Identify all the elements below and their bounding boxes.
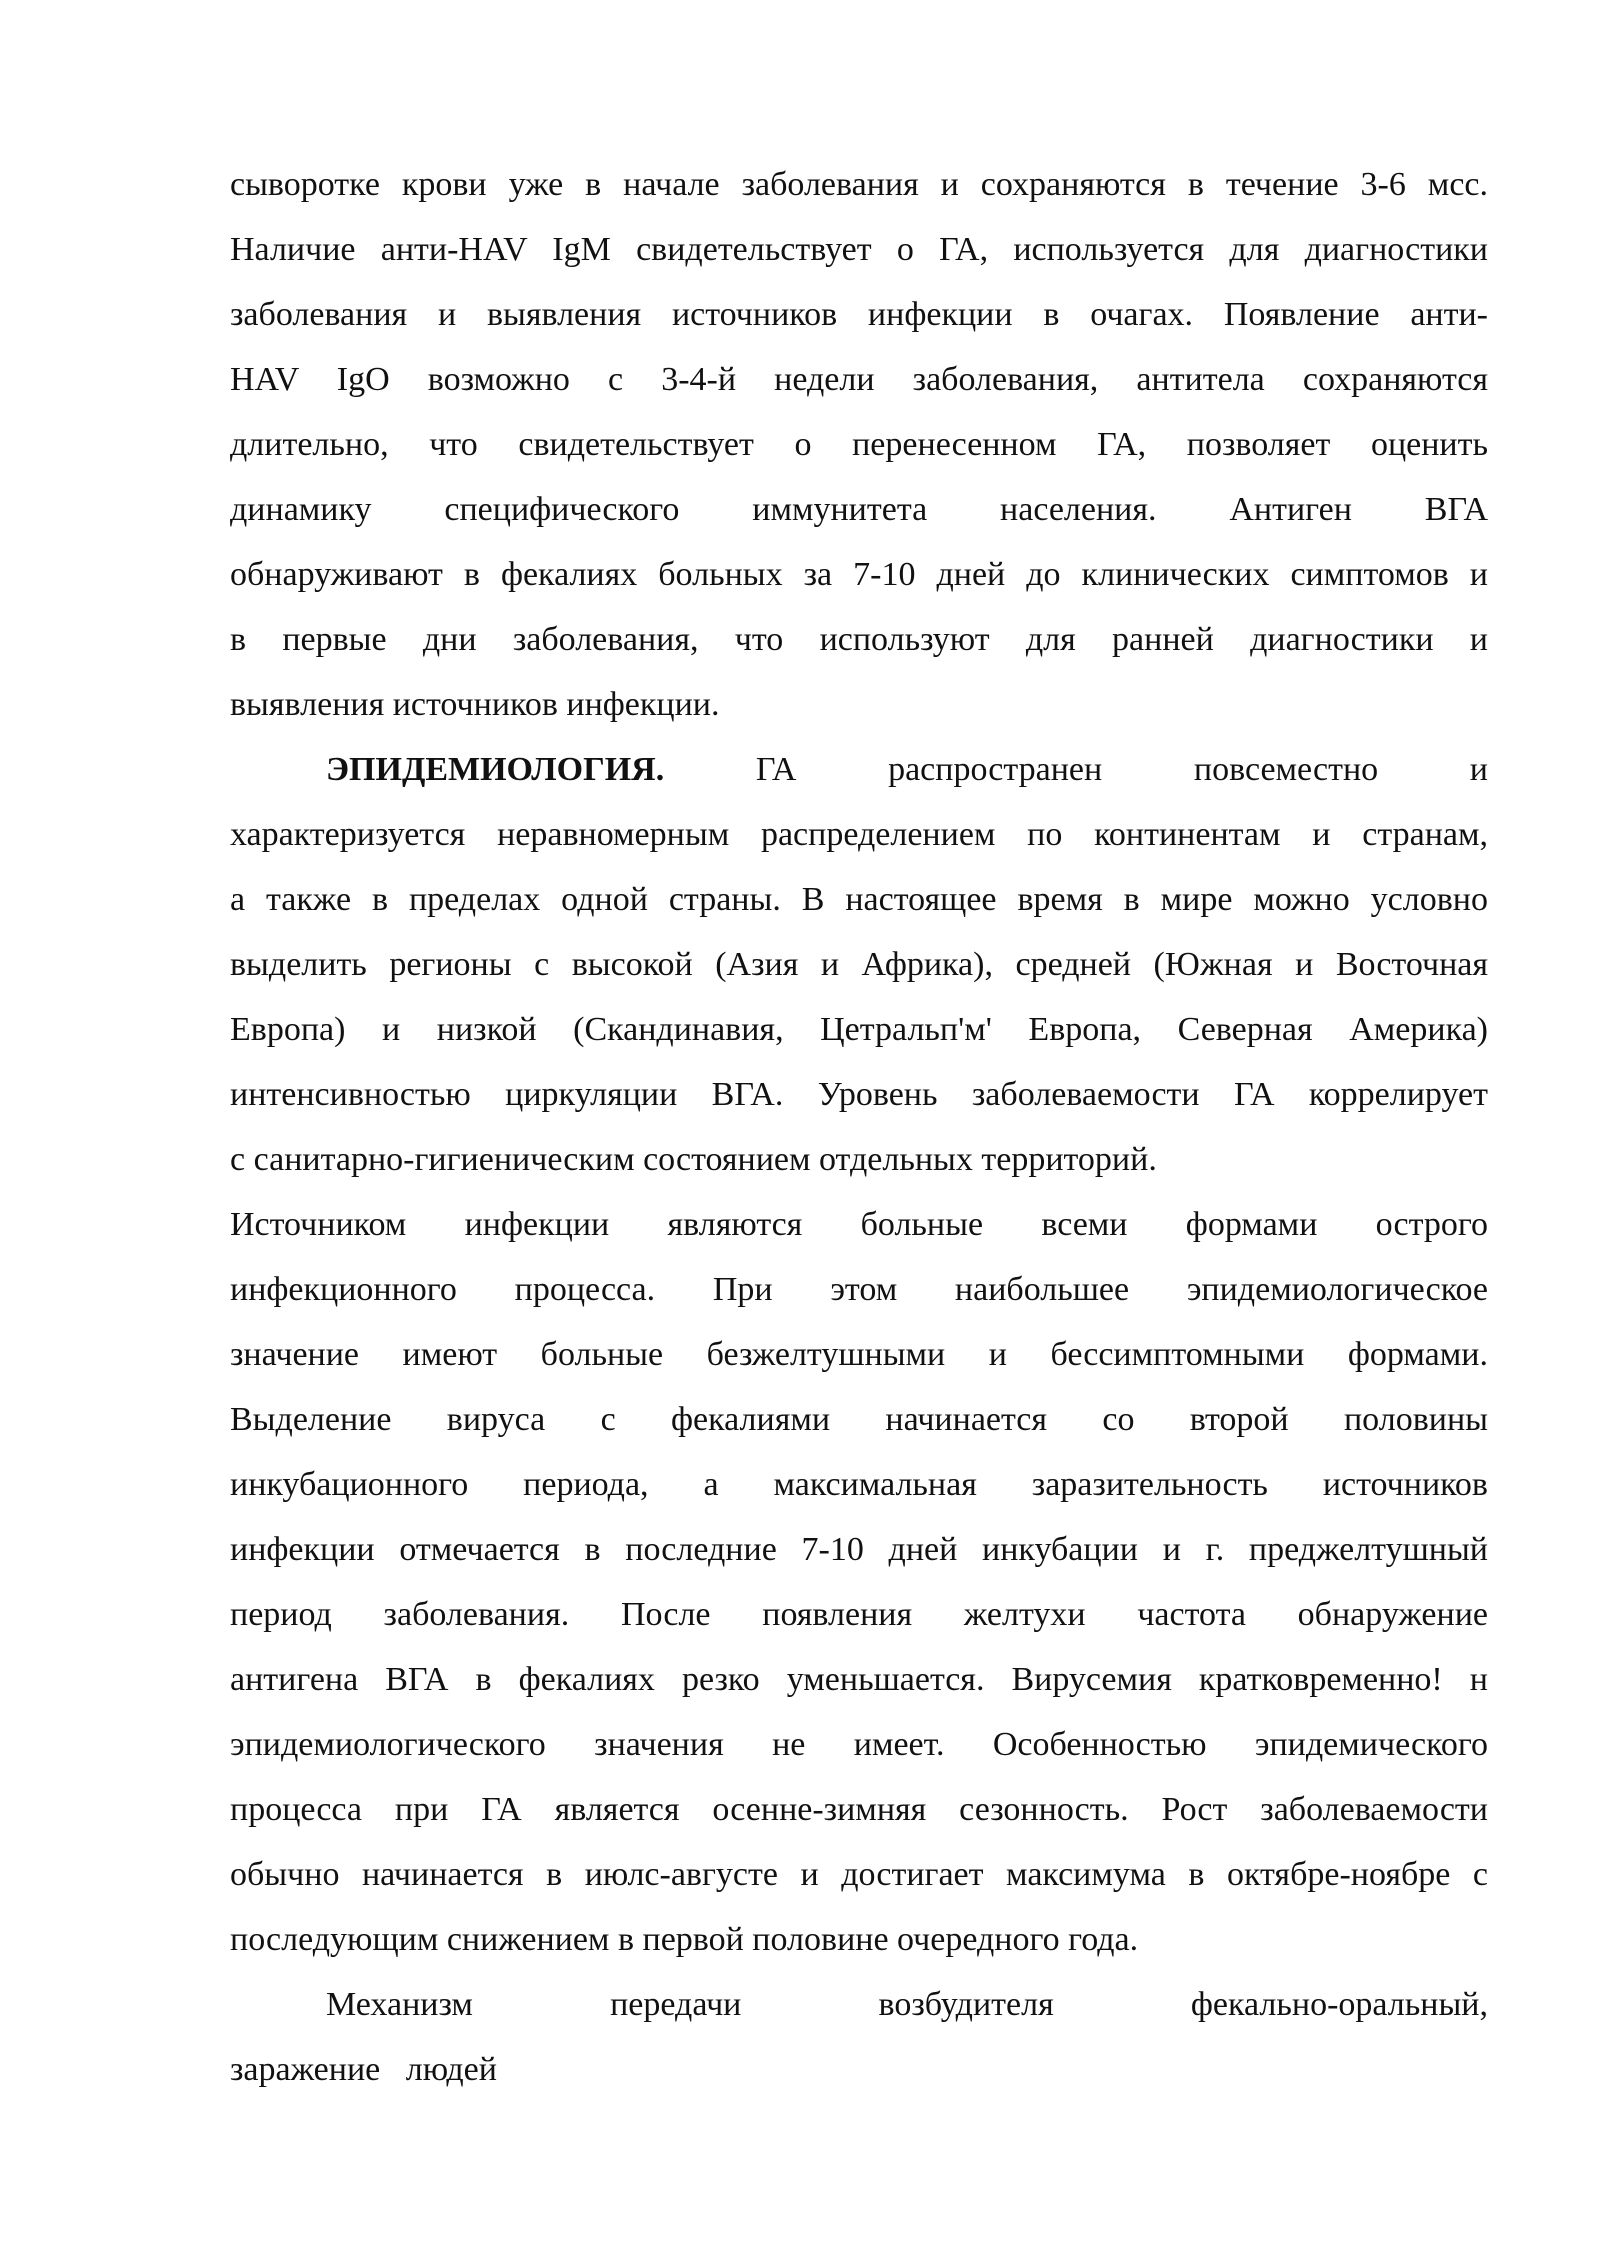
text-word: передачи [610, 1986, 742, 2023]
text-word: ГА [755, 751, 797, 788]
text-line: значение имеют больные безжелтушными и бессимптомными формами. [230, 1336, 1488, 1373]
text-line: период заболевания. После появления желтухи частота обнаружение [230, 1596, 1488, 1633]
text-line: в первые дни заболевания, что используют для ранней диагностики и [230, 621, 1488, 658]
text-line: инкубационного периода, а максимальная заразительность источников [230, 1466, 1488, 1503]
text-line: заболевания и выявления источников инфекции в очагах. Появление анти- [230, 296, 1488, 333]
text-line: антигена ВГА в фекалиях резко уменьшается. Вирусемия кратковременно! н [230, 1661, 1488, 1698]
text-line: длительно, что свидетельствует о перенесенном ГА, позволяет оценить [230, 426, 1488, 463]
text-line: Источником инфекции являются больные всеми формами острого [230, 1206, 1488, 1243]
mechanism-line [230, 1972, 1488, 2037]
text-line: Выделение вируса с фекалиями начинается со второй половины [230, 1401, 1488, 1438]
text-line: характеризуется неравномерным распределением по континентам и странам, [230, 816, 1488, 853]
text-line: с санитарно-гигиеническим состоянием отдельных территорий. [230, 1141, 1157, 1178]
text-line: а также в пределах одной страны. В настоящее время в мире можно условно [230, 881, 1488, 918]
text-line: процесса при ГА является осенне-зимняя сезонность. Рост заболеваемости [230, 1791, 1488, 1828]
document-body [230, 152, 1488, 2102]
text-line: последующим снижением в первой половине очередного года. [230, 1921, 1139, 1958]
text-line: Наличие анти-HAV IgM свидетельствует о ГА, используется для диагностики [230, 231, 1488, 268]
text-word: и [1469, 751, 1488, 788]
text-word: Механизм [326, 1986, 473, 2023]
text-line: инфекции отмечается в последние 7-10 дней инкубации и г. преджелтушный [230, 1531, 1488, 1568]
text-word: возбудителя [878, 1986, 1054, 2023]
text-line: инфекционного процесса. При этом наибольшее эпидемиологическое [230, 1271, 1488, 1308]
text-line: заражение людей [230, 2051, 497, 2088]
epidemiology-heading-line [230, 737, 1488, 802]
text-line: обычно начинается в июлс-августе и достигает максимума в октябре-ноябре с [230, 1856, 1488, 1893]
text-line: обнаруживают в фекалиях больных за 7-10 дней до клинических симптомов и [230, 556, 1488, 593]
text-line: выделить регионы с высокой (Азия и Африка), средней (Южная и Восточная [230, 946, 1488, 983]
text-line: выявления источников инфекции. [230, 686, 720, 723]
text-word: фекально-оральный, [1190, 1986, 1488, 2023]
text-line: динамику специфического иммунитета населения. Антиген ВГА [230, 491, 1488, 528]
text-line: интенсивностью циркуляции ВГА. Уровень заболеваемости ГА коррелирует [230, 1076, 1488, 1113]
text-line: Европа) и низкой (Скандинавия, Цетральп'м' Европа, Северная Америка) [230, 1011, 1488, 1048]
text-word: повсеместно [1193, 751, 1379, 788]
section-heading: ЭПИДЕМИОЛОГИЯ. [326, 751, 665, 788]
text-line: HAV IgO возможно с 3-4-й недели заболевания, антитела сохраняются [230, 361, 1488, 398]
text-line: сыворотке крови уже в начале заболевания и сохраняются в течение 3-6 мсс. [230, 166, 1488, 203]
text-line: эпидемиологического значения не имеет. Особенностью эпидемического [230, 1726, 1488, 1763]
text-word: распространен [888, 751, 1103, 788]
